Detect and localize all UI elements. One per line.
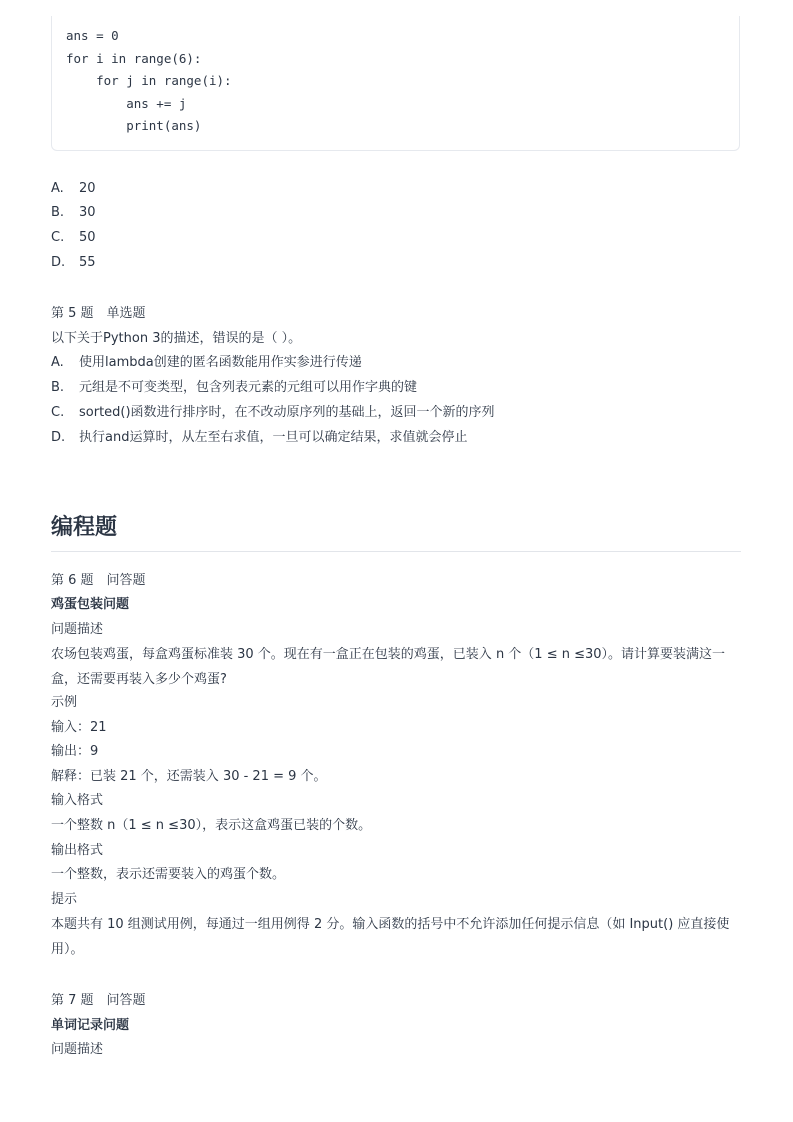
option-letter: D. [51,430,66,445]
option-text: sorted()函数进行排序时，在不改动原序列的基础上，返回一个新的序列 [79,405,495,420]
label-hint: 提示 [51,892,78,907]
option-letter: C. [51,230,65,245]
label-example: 示例 [51,695,78,710]
question-header: 第 7 题 问答题 [51,993,146,1008]
option-letter: D. [51,255,66,270]
option-letter: A. [51,355,64,370]
hint-text: 本题共有 10 组测试用例，每通过一组用例得 2 分。输入函数的括号中不允许添加任何提示信息（如 Input() 应直接使用）。 [51,917,730,957]
option-letter: A. [51,181,64,196]
input-format: 一个整数 n（1 ≤ n ≤30），表示这盒鸡蛋已装的个数。 [51,818,372,833]
option-text: 元组是不可变类型，包含列表元素的元组可以用作字典的键 [79,380,418,395]
question-title: 单词记录问题 [51,1018,130,1033]
option-text: 55 [79,255,96,270]
code-line: print(ans) [66,118,202,133]
question-header: 第 6 题 问答题 [51,573,146,588]
question-header: 第 5 题 单选题 [51,306,146,321]
section-divider [51,551,741,552]
label-output-format: 输出格式 [51,843,104,858]
section-title: 编程题 [51,515,118,540]
example-input: 输入：21 [51,720,107,735]
label-problem-description: 问题描述 [51,622,104,637]
label-input-format: 输入格式 [51,793,104,808]
option-text: 30 [79,205,96,220]
option-letter: C. [51,405,65,420]
example-explanation: 解释：已装 21 个，还需装入 30 - 21 = 9 个。 [51,769,327,784]
example-output: 输出：9 [51,744,99,759]
code-line: ans += j [66,96,187,111]
code-block [51,16,740,151]
code-line: for j in range(i): [66,73,232,88]
option-text: 使用lambda创建的匿名函数能用作实参进行传递 [79,355,362,370]
option-text: 50 [79,230,96,245]
code-line: for i in range(6): [66,51,202,66]
problem-description: 农场包装鸡蛋，每盒鸡蛋标准装 30 个。现在有一盒正在包装的鸡蛋，已装入 n 个（1 ≤ n ≤30）。请计算要装满这一盒，还需要再装入多少个鸡蛋? [51,647,726,687]
question-stem: 以下关于Python 3的描述，错误的是（ ）。 [51,331,302,346]
option-letter: B. [51,380,65,395]
option-letter: B. [51,205,65,220]
code-line: ans = 0 [66,28,119,43]
question-title: 鸡蛋包装问题 [51,597,130,612]
output-format: 一个整数，表示还需要装入的鸡蛋个数。 [51,867,286,882]
option-text: 20 [79,181,96,196]
label-problem-description: 问题描述 [51,1042,104,1057]
option-text: 执行and运算时，从左至右求值，一旦可以确定结果，求值就会停止 [79,430,468,445]
